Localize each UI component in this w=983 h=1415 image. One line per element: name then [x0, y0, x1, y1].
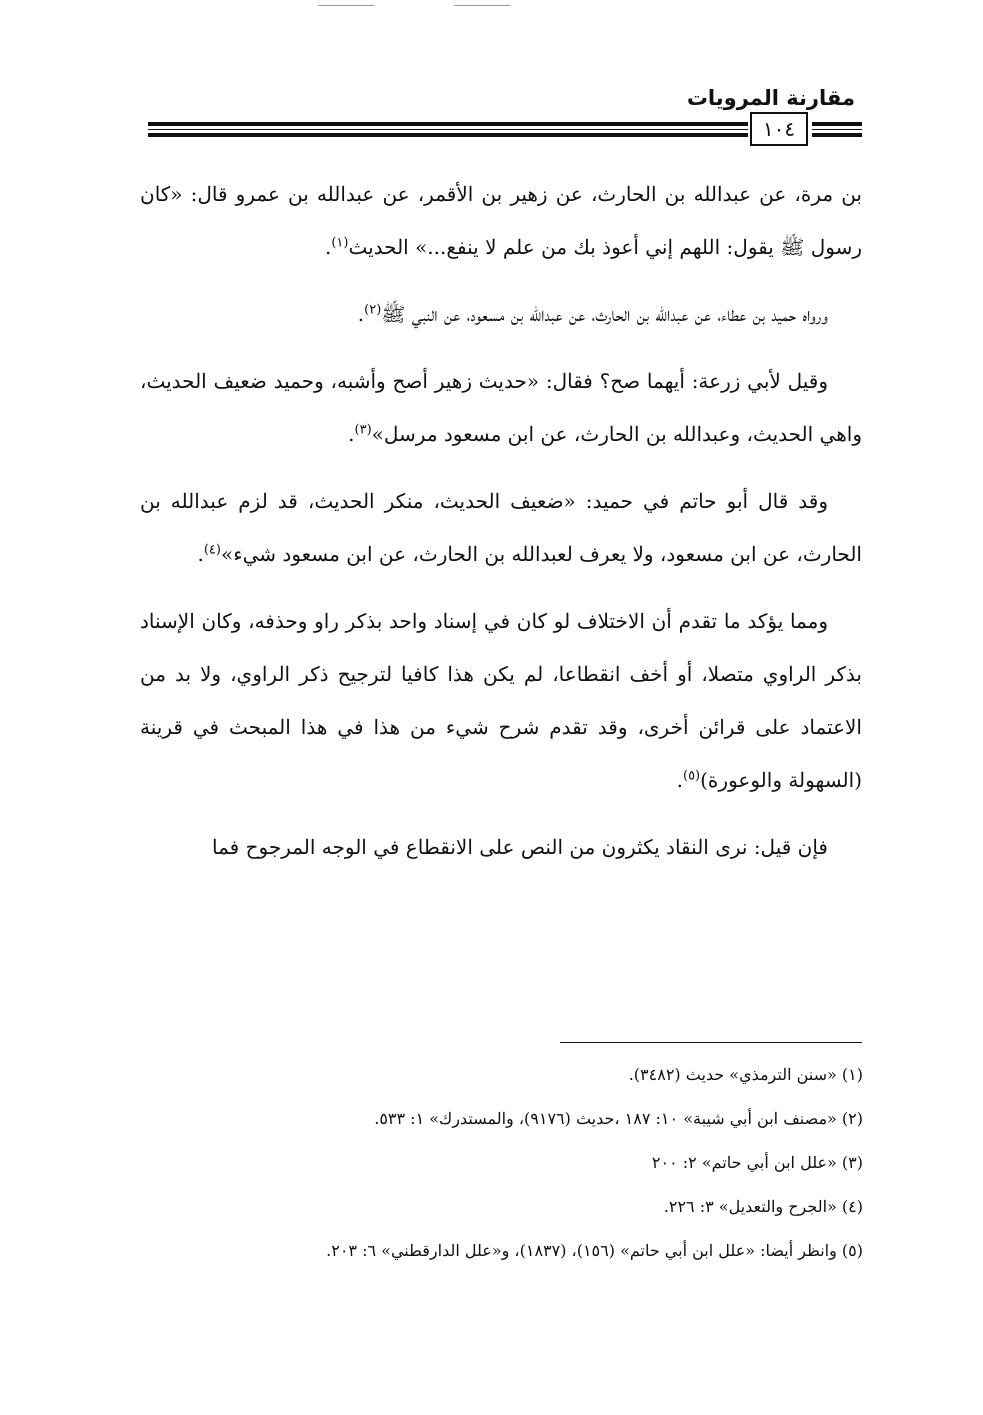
- main-text: [140, 168, 862, 888]
- paragraph: بن مرة، عن عبدالله بن الحارث، عن زهير بن الأقمر، عن عبدالله بن عمرو قال: «كان رسول ﷺ يقول: اللهم إني أعوذ بك من علم لا ينفع...» الحديث$^{(١)}$.: [140, 182, 862, 259]
- footnote-ref: (٥): [682, 768, 701, 784]
- footnote-ref: (٤): [203, 542, 221, 558]
- footnote: (٢) «مصنف ابن أبي شيبة» ١٠: ١٨٧ ،حديث (٩١٧٦)، والمستدرك» ١: ٥٣٣.: [374, 1109, 863, 1128]
- paragraph: ومما يؤكد ما تقدم أن الاختلاف لو كان في إسناد واحد بذكر راو وحذفه، وكان الإسناد بذكر الراوي متصلا، أو أخف انقطاعا، لم يكن هذا كافيا لترجيح ذكر الراوي، ولا بد من الاعتماد على قرائن أخرى، وقد تقدم شرح شيء من هذا في هذا المبحث في قرينة (السهولة والوعورة)$^{(٥)}$.: [140, 609, 862, 792]
- header-rule-thin: [148, 129, 748, 130]
- header-rule-right: [812, 122, 862, 126]
- paragraph-text: ورواه حميد بن عطاء، عن عبدالله بن الحارث، عن عبدالله بن مسعود، عن النبي ﷺ: [381, 302, 828, 326]
- footnote-ref: (٣): [354, 422, 372, 438]
- paragraph-text: ومما يؤكد ما تقدم أن الاختلاف لو كان في إسناد واحد بذكر راو وحذفه، وكان الإسناد بذكر الراوي متصلا، أو أخف انقطاعا، لم يكن هذا كافيا لترجيح ذكر الراوي، ولا بد من الاعتماد على قرائن أخرى، وقد تقدم شرح شيء من هذا في هذا المبحث في قرينة (السهولة والوعورة): [140, 609, 862, 792]
- footnote: (١) «سنن الترمذي» حديث (٣٤٨٢).: [628, 1065, 863, 1084]
- footnote: (٤) «الجرح والتعديل» ٣: ٢٢٦.: [663, 1197, 863, 1216]
- paragraph: وقد قال أبو حاتم في حميد: «ضعيف الحديث، منكر الحديث، قد لزم عبدالله بن الحارث، عن ابن مسعود، ولا يعرف لعبدالله بن الحارث، عن ابن مسعود شيء»$^{(٤)}$.: [140, 489, 862, 566]
- paragraph: وقيل لأبي زرعة: أيهما صح؟ فقال: «حديث زهير أصح وأشبه، وحميد ضعيف الحديث، واهي الحديث، وعبدالله بن الحارث، عن ابن مسعود مرسل»$^{(٣)}$.: [140, 369, 862, 446]
- paragraph-text: وقيل لأبي زرعة: أيهما صح؟ فقال: «حديث زهير أصح وأشبه، وحميد ضعيف الحديث، واهي الحديث، وعبدالله بن الحارث، عن ابن مسعود مرسل»: [140, 369, 862, 446]
- paragraph-text: فإن قيل: نرى النقاد يكثرون من النص على الانقطاع في الوجه المرجوح فما: [212, 835, 828, 859]
- running-title: مقارنة المرويات: [686, 86, 855, 110]
- page-number: ١٠٤: [750, 112, 808, 146]
- scan-edge-marks: [318, 3, 648, 9]
- header-rule: [148, 133, 748, 137]
- footnotes: [163, 1060, 863, 1280]
- footnote: (٥) وانظر أيضا: «علل ابن أبي حاتم» (١٥٦)، (١٨٣٧)، و«علل الدارقطني» ٦: ٢٠٣.: [326, 1241, 863, 1260]
- header-rule-right-thin: [812, 129, 862, 130]
- footnote-ref: (٢): [364, 302, 382, 318]
- paragraph: ورواه حميد بن عطاء، عن عبدالله بن الحارث، عن عبدالله بن مسعود، عن النبي ﷺ$^{(٢)}$.: [357, 302, 828, 326]
- paragraph: [140, 821, 862, 874]
- header-rule: [148, 122, 748, 126]
- paragraph-text: بن مرة، عن عبدالله بن الحارث، عن زهير بن الأقمر، عن عبدالله بن عمرو قال: «كان رسول ﷺ يقول: اللهم إني أعوذ بك من علم لا ينفع...» الحديث: [140, 182, 862, 259]
- header-rule-right: [812, 133, 862, 137]
- footnote: (٣) «علل ابن أبي حاتم» ٢: ٢٠٠: [651, 1153, 863, 1172]
- paragraph-text: وقد قال أبو حاتم في حميد: «ضعيف الحديث، منكر الحديث، قد لزم عبدالله بن الحارث، عن ابن مسعود، ولا يعرف لعبدالله بن الحارث، عن ابن مسعود شيء»: [140, 489, 862, 566]
- footnote-ref: (١): [331, 235, 349, 251]
- footnote-separator: [560, 1042, 862, 1043]
